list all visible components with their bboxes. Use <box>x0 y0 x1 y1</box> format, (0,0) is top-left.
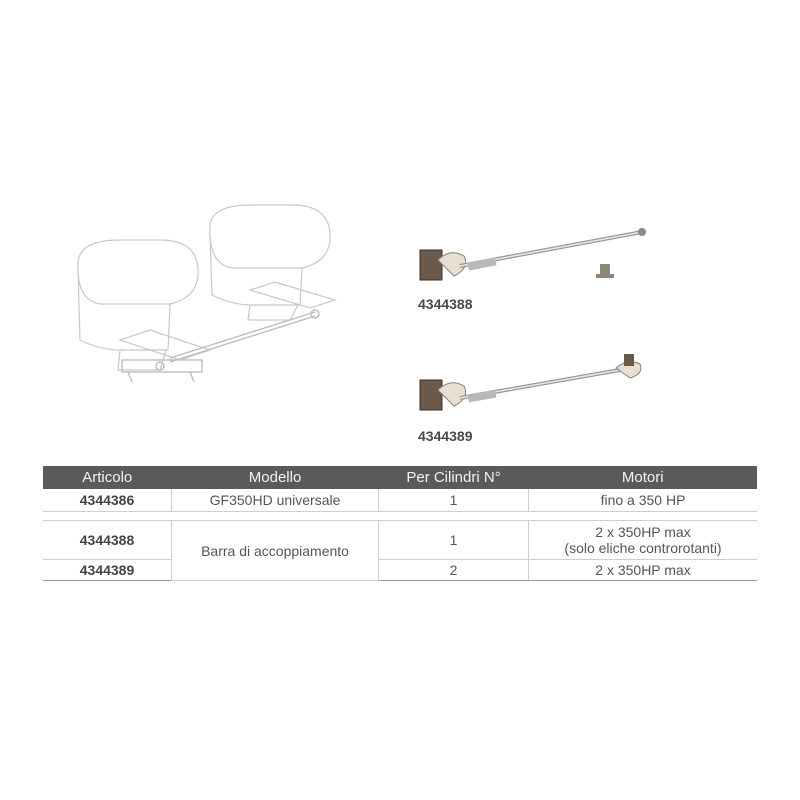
header-motori: Motori <box>529 466 758 489</box>
cell-modello: GF350HD universale <box>172 489 379 512</box>
cell-cilindri: 1 <box>379 521 529 560</box>
table-row <box>43 560 757 581</box>
table-spacer <box>43 512 757 521</box>
table-row <box>43 521 757 560</box>
motori-line-1: 2 x 350HP max <box>595 524 691 540</box>
header-modello: Modello <box>172 466 379 489</box>
table-row <box>43 489 757 512</box>
cell-articolo: 4344388 <box>43 521 172 560</box>
cell-modello: Barra di accoppiamento <box>172 521 379 581</box>
cell-motori: 2 x 350HP max <box>529 560 758 581</box>
tie-bar-4344388-image <box>410 220 660 290</box>
cell-articolo: 4344386 <box>43 489 172 512</box>
cell-cilindri: 2 <box>379 560 529 581</box>
cell-articolo: 4344389 <box>43 560 172 581</box>
engines-illustration <box>60 200 420 420</box>
part-code-4344388: 4344388 <box>418 296 473 312</box>
table-header-row <box>43 466 757 489</box>
part-code-4344389: 4344389 <box>418 428 473 444</box>
tie-bar-4344389-image <box>410 350 660 420</box>
header-articolo: Articolo <box>43 466 172 489</box>
cell-motori <box>529 521 758 560</box>
cell-cilindri: 1 <box>379 489 529 512</box>
header-cilindri: Per Cilindri N° <box>379 466 529 489</box>
motori-line-2: (solo eliche controrotanti) <box>564 540 722 556</box>
cell-motori: fino a 350 HP <box>529 489 758 512</box>
spec-table <box>43 466 757 581</box>
